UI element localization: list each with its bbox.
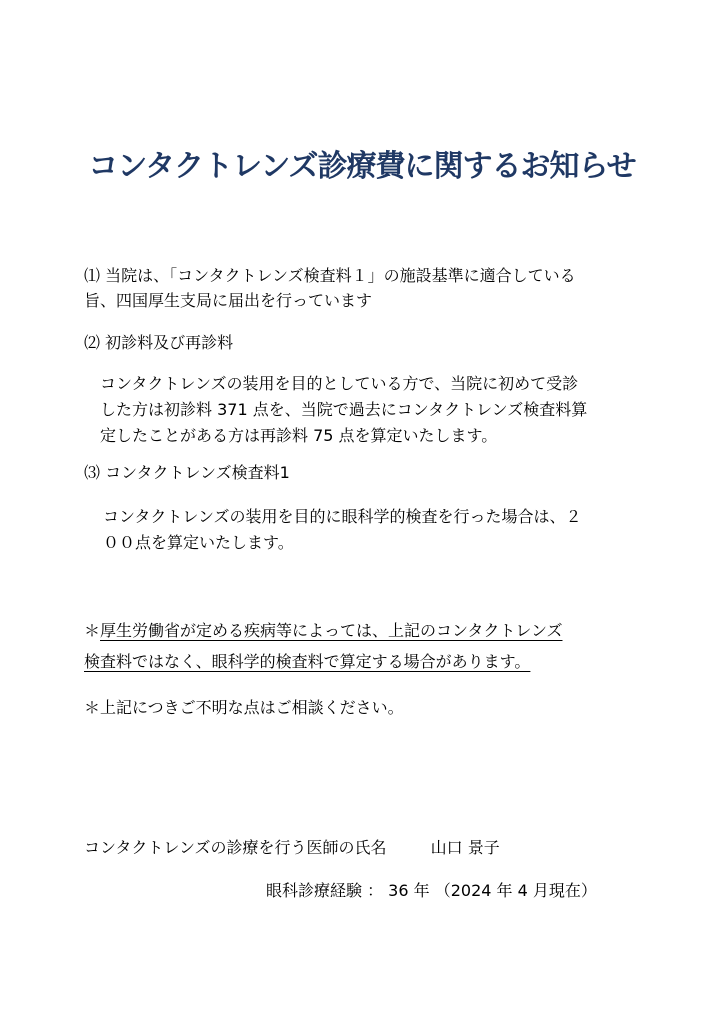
item1-line2: 旨、四国厚生支局に届出を行っています [84, 291, 373, 310]
note2: ＊上記につきご不明な点はご相談ください。 [84, 698, 404, 717]
doctor-name: 山口 景子 [430, 838, 500, 857]
item2-line2: した方は初診料 371 点を、当院で過去にコンタクトレンズ検査料算 [100, 400, 588, 419]
page-title: コンタクトレンズ診療費に関するお知らせ [88, 149, 636, 184]
item2-line3: 定したことがある方は再診料 75 点を算定いたします。 [100, 426, 498, 445]
doctor-label: コンタクトレンズの診療を行う医師の氏名 [84, 838, 387, 857]
doctor-line [84, 837, 500, 859]
item3-line2: ００点を算定いたします。 [103, 533, 294, 552]
item3-heading: ⑶ コンタクトレンズ検査料1 [84, 463, 290, 482]
note1-text2: 検査料ではなく、眼科学的検査料で算定する場合があります。 [84, 652, 531, 671]
item2-line1: コンタクトレンズの装用を目的としている方で、当院に初めて受診 [100, 374, 579, 393]
note1-text1: 厚生労働省が定める疾病等によっては、上記のコンタクトレンズ [100, 621, 563, 640]
note1-line2 [84, 651, 530, 673]
note1-asterisk: ＊ [84, 621, 101, 640]
item3-line1: コンタクトレンズの装用を目的に眼科学的検査を行った場合は、２ [103, 507, 582, 526]
item1-line1: ⑴ 当院は、「コンタクトレンズ検査料１」の施設基準に適合している [84, 266, 576, 285]
item2-heading: ⑵ 初診料及び再診料 [84, 333, 234, 352]
note1-line1 [84, 620, 563, 642]
experience-line: 眼科診療経験 ： 36 年 （2024 年 4 月現在） [266, 881, 597, 900]
